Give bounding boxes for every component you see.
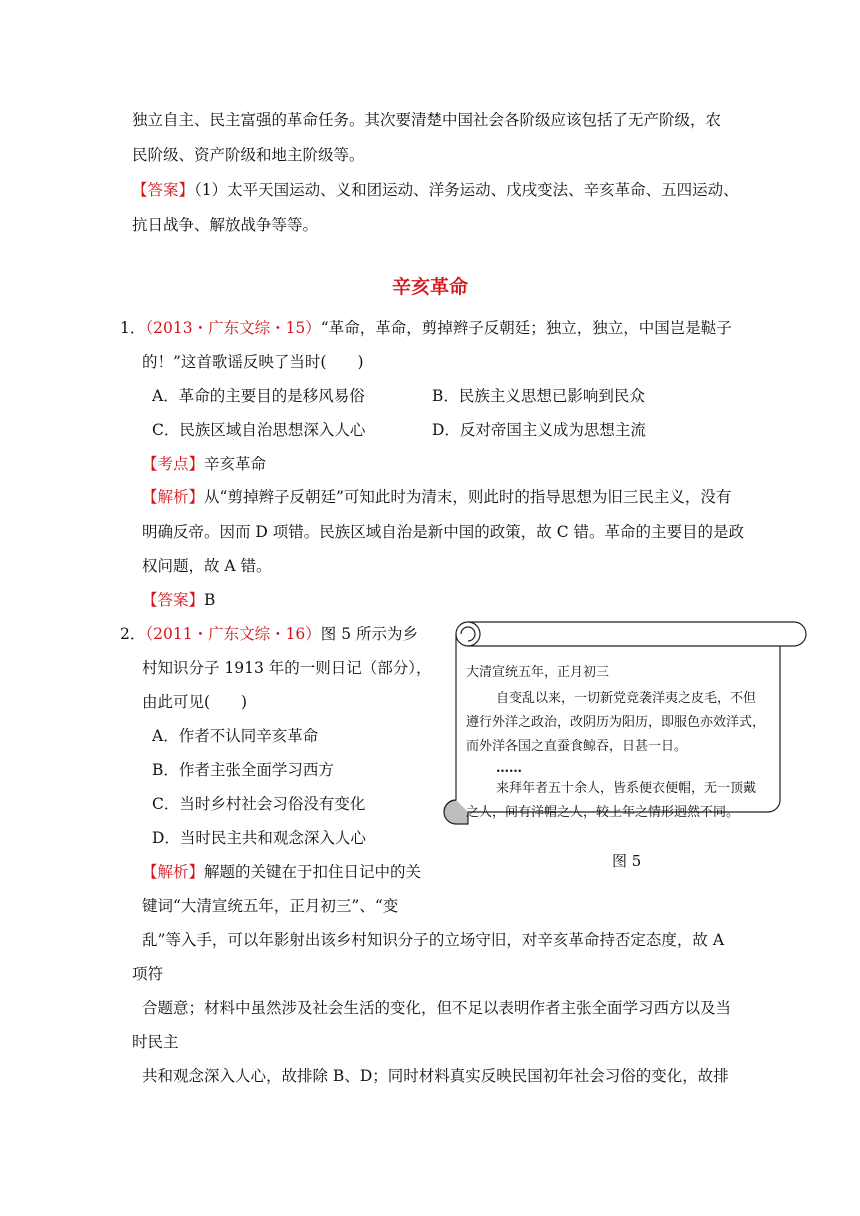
question-stem-line: 村知识分子 1913 年的一则日记（部分），: [142, 659, 432, 677]
answer-line: 抗日战争、解放战争等等。: [132, 216, 319, 234]
answer-text: （1）太平天国运动、义和团运动、洋务运动、戊戌变法、辛亥革命、五四运动、: [194, 181, 739, 199]
jiexi-line: 合题意；材料中虽然涉及社会生活的变化，但不足以表明作者主张全面学习西方以及当: [142, 999, 732, 1017]
option-b: B．作者主张全面学习西方: [152, 761, 334, 779]
diary-line: 之人，间有洋帽之人，较上年之情形迥然不同。: [466, 805, 740, 820]
answer-text: B: [204, 591, 216, 609]
option-b: B．民族主义思想已影响到民众: [432, 387, 645, 405]
jiexi-line: 明确反帝。因而 D 项错。民族区域自治是新中国的政策，故 C 错。革命的主要目的是政: [142, 523, 744, 541]
jiexi-line: [142, 487, 731, 507]
question-stem: “革命，革命，剪掉辫子反朝廷；独立，独立，中国岂是鞑子: [320, 319, 732, 337]
figure-caption: 图 5: [612, 852, 642, 870]
option-c: C．当时乡村社会习俗没有变化: [152, 795, 366, 813]
answer-tag: 【答案】: [132, 181, 195, 199]
section-title: 辛亥革命: [391, 276, 468, 298]
question-source: （2013・广东文综・15）: [145, 319, 321, 337]
question-number: 1．: [120, 319, 146, 337]
jiexi-line: [142, 862, 421, 882]
jiexi-text: 解题的关键在于扣住日记中的关: [204, 863, 422, 881]
jiexi-line: 项符: [132, 965, 164, 983]
jiexi-line: 权问题，故 A 错。: [142, 557, 272, 575]
question-stem-line: 的！”这首歌谣反映了当时( ): [142, 353, 364, 371]
question-stem: 图 5 所示为乡: [320, 625, 419, 643]
diary-line: 遵行外洋之政治，改阴历为阳历，即服色亦效洋式，: [466, 715, 766, 730]
diary-line: 来拜年者五十余人，皆系便衣便帽，无一顶戴: [496, 781, 757, 796]
jiexi-line: 键词“大清宣统五年，正月初三”、“变: [142, 897, 399, 915]
jiexi-line: 乱”等入手，可以年影射出该乡村知识分子的立场守旧，对辛亥革命持否定态度，故 A: [142, 931, 725, 949]
jiexi-text: 从“剪掉辫子反朝廷”可知此时为清末，则此时的指导思想为旧三民主义，没有: [204, 488, 732, 506]
option-a: A．革命的主要目的是移风易俗: [152, 387, 365, 405]
jiexi-tag: 【解析】: [142, 488, 205, 506]
option-a: A．作者不认同辛亥革命: [152, 727, 319, 745]
option-c: C．民族区域自治思想深入人心: [152, 421, 366, 439]
question-number: 2．: [120, 625, 146, 643]
question-source: （2011・广东文综・16）: [145, 625, 321, 643]
answer-line: [132, 180, 739, 200]
question-stem-line: 由此可见( ): [142, 693, 248, 711]
diary-scroll-figure: [428, 620, 810, 842]
question-2-stem-line: [120, 624, 418, 644]
diary-line: 自变乱以来，一切新党竞袭洋夷之皮毛，不但: [496, 691, 757, 706]
jiexi-tag: 【解析】: [142, 863, 205, 881]
jiexi-line: 时民主: [132, 1033, 179, 1051]
answer-tag: 【答案】: [142, 591, 205, 609]
jiexi-line: 共和观念深入人心，故排除 B、D；同时材料真实反映民国初年社会习俗的变化，故排: [142, 1067, 729, 1085]
diary-line: 大清宣统五年，正月初三: [466, 665, 610, 680]
option-d: D．反对帝国主义成为思想主流: [432, 421, 646, 439]
kaodian-tag: 【考点】: [142, 455, 205, 473]
question-1-stem-line: [120, 318, 732, 338]
kaodian-line: [142, 454, 266, 474]
answer-line: [142, 590, 215, 610]
diary-ellipsis: ……: [496, 761, 522, 776]
option-d: D．当时民主共和观念深入人心: [152, 829, 366, 847]
diary-line: 而外洋各国之直蚕食鲸吞，日甚一日。: [466, 739, 688, 754]
paragraph-line: 民阶级、资产阶级和地主阶级等。: [132, 146, 365, 164]
paragraph-line: 独立自主、民主富强的革命任务。其次要清楚中国社会各阶级应该包括了无产阶级，农: [132, 111, 722, 129]
kaodian-text: 辛亥革命: [204, 455, 267, 473]
